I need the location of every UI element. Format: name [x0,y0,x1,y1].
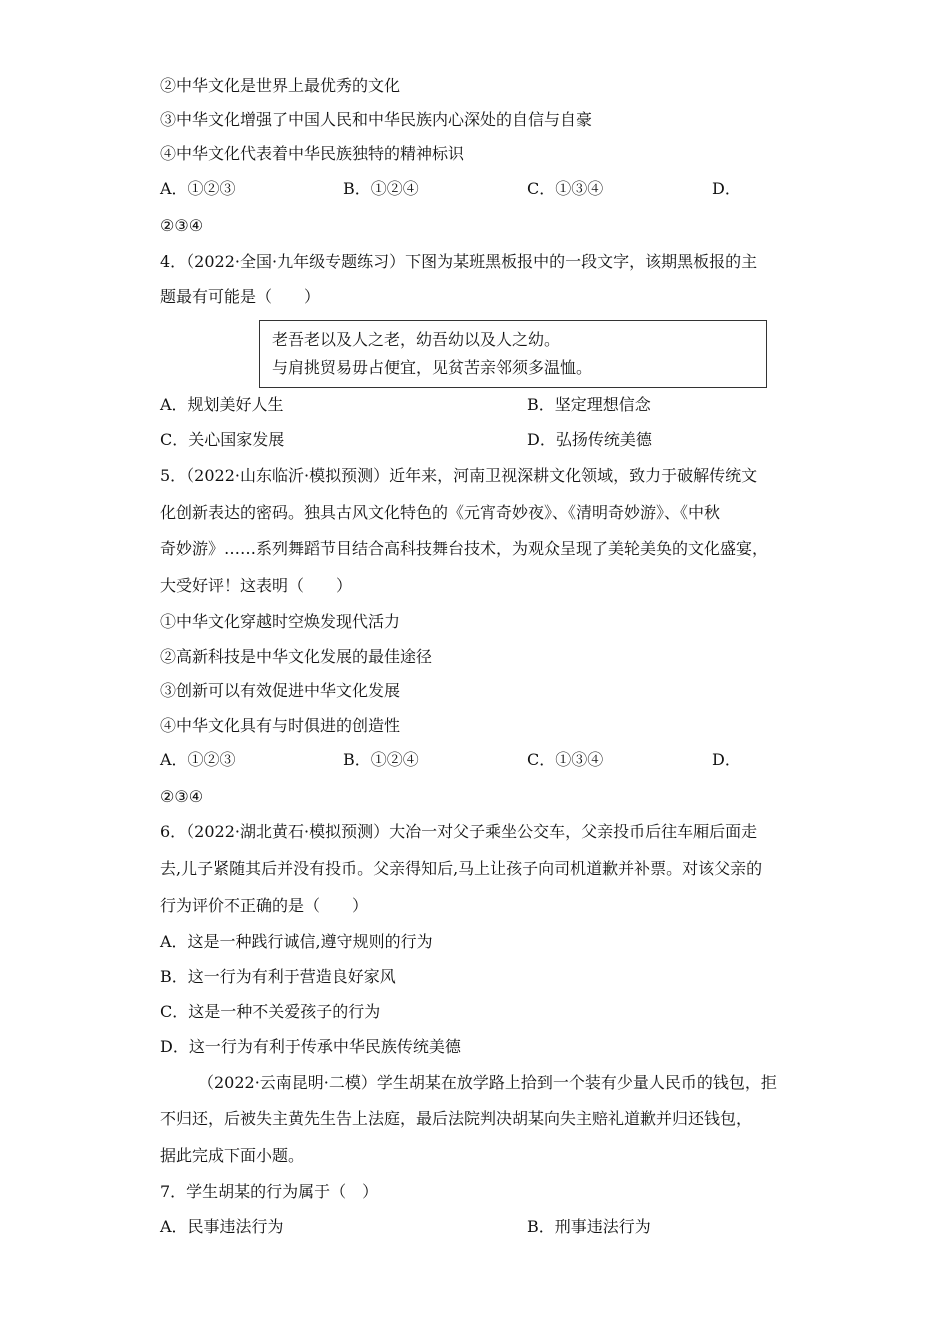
q7-option-b: B．刑事违法行为 [527,1217,651,1236]
q4-quote-line-1: 老吾老以及人之老，幼吾幼以及人之幼。 [272,330,561,349]
q5-stem-line-1: 5．（2022·山东临沂·模拟预测）近年来，河南卫视深耕文化领域，致力于破解传统文 [160,466,758,485]
q5-statement-3: ③创新可以有效促进中华文化发展 [160,681,401,700]
q4-quote-box [259,320,767,388]
q6-stem-line-1: 6．（2022·湖北黄石·模拟预测）大冶一对父子乘坐公交车，父亲投币后往车厢后面走 [160,822,758,841]
q4-option-a: A．规划美好人生 [160,395,284,414]
q5-stem-line-4: 大受好评！这表明（ ） [160,576,353,595]
q7-stem: 7．学生胡某的行为属于（ ） [160,1182,379,1201]
q3-option-b: B．①②④ [343,179,419,198]
q5-statement-1: ①中华文化穿越时空焕发现代活力 [160,612,401,631]
q6-stem-line-2: 去,儿子紧随其后并没有投币。父亲得知后,马上让孩子向司机道歉并补票。对该父亲的 [160,859,763,878]
q3-option-d: D． [712,179,741,198]
q5-option-d-wrap: ②③④ [160,787,204,806]
q6-option-d: D．这一行为有利于传承中华民族传统美德 [160,1037,461,1056]
q3-option-a: A．①②③ [160,179,236,198]
q6-stem-line-3: 行为评价不正确的是（ ） [160,896,369,915]
q4-stem-line-1: 4．（2022·全国·九年级专题练习）下图为某班黑板报中的一段文字，该期黑板报的主 [160,252,758,271]
q3-statement-4: ④中华文化代表着中华民族独特的精神标识 [160,144,465,163]
q5-option-a: A．①②③ [160,750,236,769]
q5-statement-2: ②高新科技是中华文化发展的最佳途径 [160,647,433,666]
q4-quote-line-2: 与肩挑贸易毋占便宜，见贫苦亲邻须多温恤。 [272,358,593,377]
q5-statement-4: ④中华文化具有与时俱进的创造性 [160,716,401,735]
material-line-3: 据此完成下面小题。 [160,1146,305,1165]
q4-stem-line-2: 题最有可能是（ ） [160,287,321,306]
material-line-1: （2022·云南昆明·二模）学生胡某在放学路上拾到一个装有少量人民币的钱包，拒 [198,1073,777,1092]
q4-option-d: D．弘扬传统美德 [527,430,652,449]
q5-option-d: D． [712,750,741,769]
q5-stem-line-3: 奇妙游》……系列舞蹈节目结合高科技舞台技术，为观众呈现了美轮美奂的文化盛宴， [160,539,769,558]
q6-option-a: A．这是一种践行诚信,遵守规则的行为 [160,932,433,951]
q6-option-b: B．这一行为有利于营造良好家风 [160,967,396,986]
q3-statement-3: ③中华文化增强了中国人民和中华民族内心深处的自信与自豪 [160,110,593,129]
q7-option-a: A．民事违法行为 [160,1217,284,1236]
q4-option-b: B．坚定理想信念 [527,395,651,414]
q3-option-d-wrap: ②③④ [160,216,204,235]
q3-statement-2: ②中华文化是世界上最优秀的文化 [160,76,401,95]
q3-option-c: C．①③④ [527,179,604,198]
q5-option-b: B．①②④ [343,750,419,769]
q4-option-c: C．关心国家发展 [160,430,285,449]
q5-option-c: C．①③④ [527,750,604,769]
q6-option-c: C．这是一种不关爱孩子的行为 [160,1002,381,1021]
material-line-2: 不归还，后被失主黄先生告上法庭，最后法院判决胡某向失主赔礼道歉并归还钱包， [160,1109,753,1128]
q5-stem-line-2: 化创新表达的密码。独具古风文化特色的《元宵奇妙夜》、《清明奇妙游》、《中秋 [160,503,721,522]
